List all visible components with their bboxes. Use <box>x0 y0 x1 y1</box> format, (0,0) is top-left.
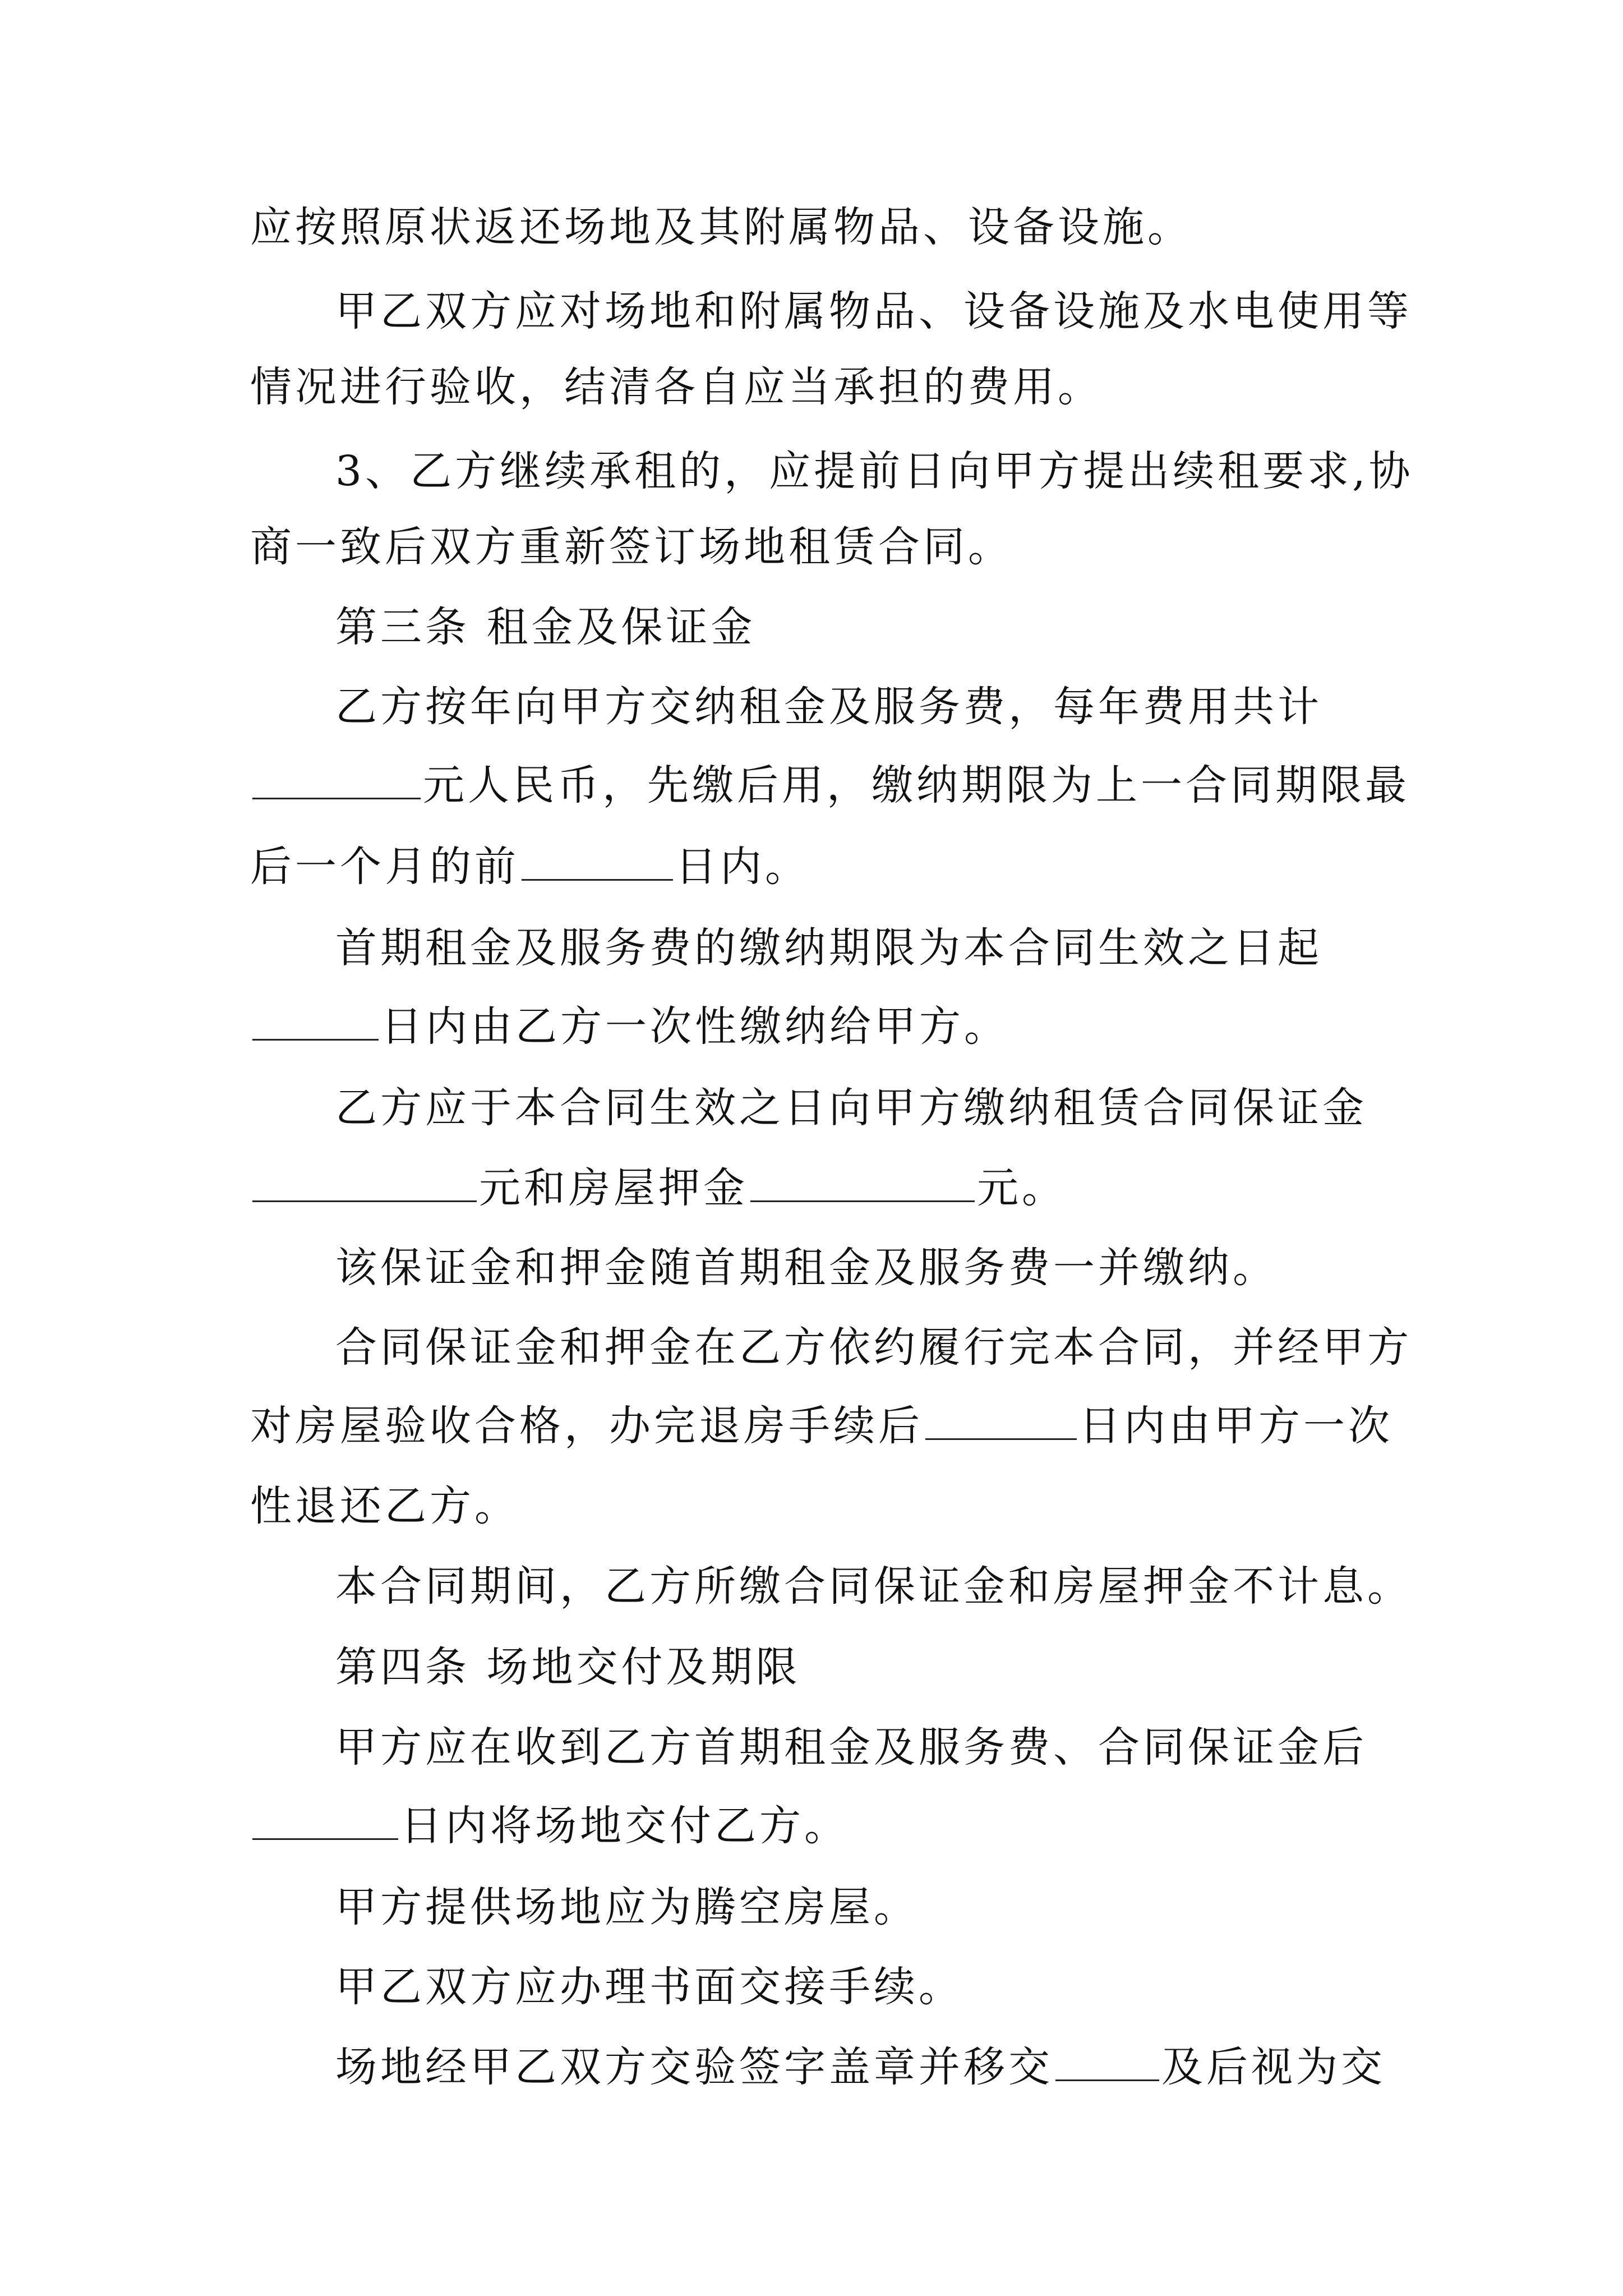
paragraph-line: 甲方应在收到乙方首期租金及服务费、合同保证金后 <box>335 1723 1367 1772</box>
paragraph-line <box>250 1798 849 1854</box>
line-text: 日内由甲方一次 <box>1079 1402 1393 1450</box>
line-text: 日内。 <box>675 843 810 891</box>
line-text: 元。 <box>977 1164 1067 1212</box>
line-text: 后一个月的前 <box>250 843 519 891</box>
paragraph-line: 该保证金和押金随首期租金及服务费一并缴纳。 <box>335 1244 1278 1292</box>
fill-in-blank <box>252 1798 398 1840</box>
paragraph-line <box>250 757 1410 813</box>
paragraph-line <box>335 2039 1386 2095</box>
line-text: 元人民币，先缴后用，缴纳期限为上一合同期限最 <box>423 761 1410 809</box>
fill-in-blank <box>1055 2039 1159 2081</box>
fill-in-blank <box>925 1398 1077 1440</box>
paragraph-line <box>250 1160 1067 1216</box>
line-text: 场地经甲乙双方交验签字盖章并移交 <box>335 2043 1053 2091</box>
line-text: 对房屋验收合格，办完退房手续后 <box>250 1402 923 1450</box>
paragraph-line: 首期租金及服务费的缴纳期限为本合同生效之日起 <box>335 924 1322 972</box>
paragraph-line <box>250 839 810 895</box>
line-text: 及后视为交 <box>1161 2043 1386 2091</box>
paragraph-line: 乙方按年向甲方交纳租金及服务费，每年费用共计 <box>335 683 1322 731</box>
paragraph-line: 乙方应于本合同生效之日向甲方缴纳租赁合同保证金 <box>335 1084 1367 1132</box>
paragraph-line: 商一致后双方重新签订场地租赁合同。 <box>250 523 1013 571</box>
line-text: 元和房屋押金 <box>479 1164 748 1212</box>
line-text: 日内将场地交付乙方。 <box>400 1802 849 1850</box>
paragraph-line: 性退还乙方。 <box>250 1482 519 1530</box>
paragraph-line: 甲乙双方应对场地和附属物品、设备设施及水电使用等 <box>335 287 1412 335</box>
paragraph-line: 合同保证金和押金在乙方依约履行完本合同，并经甲方 <box>335 1323 1412 1372</box>
fill-in-blank <box>252 999 379 1041</box>
paragraph-line: 本合同期间，乙方所缴合同保证金和房屋押金不计息。 <box>335 1562 1412 1611</box>
fill-in-blank <box>522 839 673 881</box>
paragraph-line <box>250 999 1009 1055</box>
paragraph-line: 甲乙双方应办理书面交接手续。 <box>335 1963 963 2011</box>
section-heading: 第三条 租金及保证金 <box>335 603 756 651</box>
paragraph-line: 甲方提供场地应为腾空房屋。 <box>335 1883 919 1931</box>
paragraph-line: 3、乙方继续承租的，应提前日向甲方提出续租要求,协 <box>335 447 1414 495</box>
fill-in-blank <box>252 1160 477 1202</box>
line-text: 日内由乙方一次性缴纳给甲方。 <box>381 1002 1009 1051</box>
fill-in-blank <box>252 757 421 799</box>
paragraph-line: 应按照原状返还场地及其附属物品、设备设施。 <box>250 203 1192 251</box>
section-heading: 第四条 场地交付及期限 <box>335 1643 801 1691</box>
paragraph-line <box>250 1398 1393 1454</box>
fill-in-blank <box>750 1160 975 1202</box>
paragraph-line: 情况进行验收，结清各自应当承担的费用。 <box>250 363 1103 411</box>
